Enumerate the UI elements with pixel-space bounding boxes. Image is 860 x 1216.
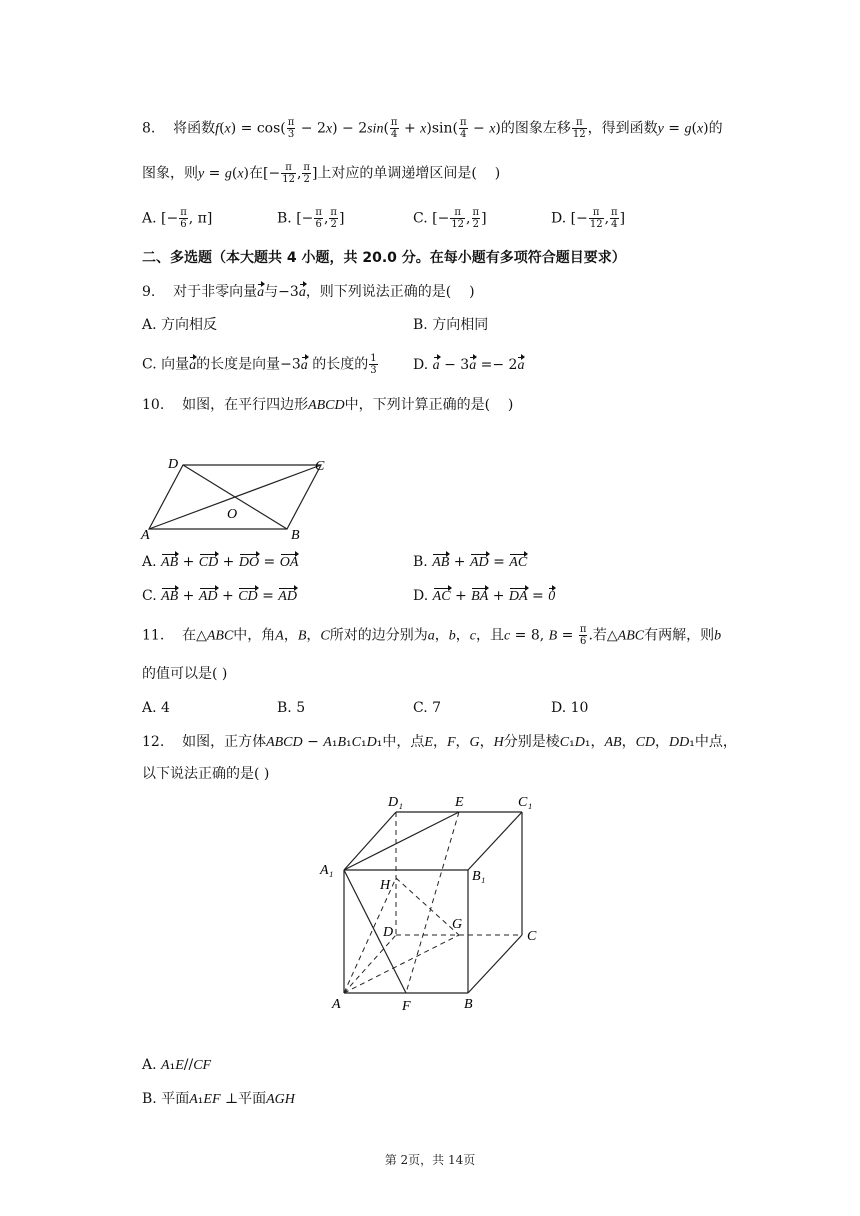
- q10-option-a[interactable]: A. AB + CD + DO = OA: [142, 552, 298, 573]
- q10-option-b[interactable]: B. AB + AD = AC: [413, 552, 527, 573]
- q9-option-c[interactable]: C. 向量a的长度是向量−3a 的长度的 $\frac{1}{3}$: [142, 353, 377, 376]
- q9-option-d[interactable]: D. a − 3a =− 2a: [413, 355, 524, 376]
- label-b: B: [291, 528, 300, 543]
- q11-option-b[interactable]: B. 5: [277, 700, 306, 716]
- q11-option-d[interactable]: D. 10: [551, 700, 589, 716]
- section-multi-choice-title: 二、多选题（本大题共 4 小题，共 20.0 分。在每小题有多项符合题目要求）: [142, 250, 626, 266]
- q8-stem-line2: 图象，则y = g(x)在[− $\frac{\pi}{12}$ , $\frac{\pi}{2}$ ]上对应的单调递增区间是( ): [142, 162, 501, 185]
- q8-option-c[interactable]: C. [− $\frac{\pi}{12}$ , $\frac{\pi}{2}$ ]: [413, 207, 487, 230]
- label-a: A: [332, 997, 341, 1012]
- label-g: G: [452, 917, 463, 932]
- label-c: C: [527, 929, 537, 944]
- q11-stem-line2: 的值可以是( ): [142, 666, 228, 682]
- label-e: E: [455, 795, 464, 810]
- q9-stem: 9. 对于非零向量a与−3a，则下列说法正确的是( ): [142, 282, 475, 303]
- q11-option-c[interactable]: C. 7: [413, 700, 442, 716]
- q8-number: 8.: [142, 120, 156, 137]
- label-a: A: [141, 528, 150, 543]
- label-o: O: [227, 507, 238, 522]
- q8-option-b[interactable]: B. [− $\frac{\pi}{6}$ , $\frac{\pi}{2}$ ]: [277, 207, 345, 230]
- q11-option-a[interactable]: A. 4: [142, 700, 170, 716]
- q10-stem: 10. 如图，在平行四边形ABCD中，下列计算正确的是( ): [142, 397, 514, 413]
- q12-option-a[interactable]: A. A₁E//CF: [142, 1057, 212, 1073]
- page-footer: 第 2页，共 14页: [384, 1153, 476, 1167]
- label-a1: A₁: [320, 863, 334, 878]
- q12-option-b[interactable]: B. 平面A₁EF ⊥平面AGH: [142, 1091, 295, 1107]
- q9-option-a[interactable]: A. 方向相反: [142, 317, 218, 333]
- label-h: H: [380, 878, 391, 893]
- label-b: B: [464, 997, 473, 1012]
- q11-stem-line1: 11. 在△ABC中，角A，B，C所对的边分别为a，b，c，且c = 8, B = $\frac{\pi}{6}$ .若△ABC有两解，则b: [142, 624, 722, 647]
- label-d1: D₁: [388, 795, 403, 810]
- q8-stem-line1: 8. 将函数f(x) = cos( $\frac{\pi}{3}$ − 2x) − 2sin( $\frac{\pi}{4}$ + x)sin( $\frac{\pi}{4}$ − x)的图象左移 $\frac{\pi}{12}$ ，得到函数y = g(x)的: [142, 117, 723, 140]
- parallelogram-figure: [136, 452, 336, 544]
- cube-figure: [310, 788, 550, 1018]
- label-d: D: [168, 457, 179, 472]
- label-c: C: [315, 459, 325, 474]
- q10-option-c[interactable]: C. AB + AD + CD = AD: [142, 586, 297, 607]
- q12-stem-line1: 12. 如图，正方体ABCD − A₁B₁C₁D₁中，点E，F，G，H分别是棱C₁D₁，AB，CD，DD₁中点，: [142, 734, 737, 750]
- label-b1: B₁: [472, 869, 486, 884]
- label-d: D: [383, 925, 394, 940]
- q8-option-d[interactable]: D. [− $\frac{\pi}{12}$ , $\frac{\pi}{4}$ ]: [551, 207, 626, 230]
- label-f: F: [402, 999, 411, 1014]
- q12-stem-line2: 以下说法正确的是( ): [142, 766, 270, 782]
- q10-option-d[interactable]: D. AC + BA + DA = 0: [413, 586, 555, 607]
- q8-option-a[interactable]: A. [− $\frac{\pi}{6}$ , π]: [142, 207, 213, 230]
- label-c1: C₁: [518, 795, 533, 810]
- q9-option-b[interactable]: B. 方向相同: [413, 317, 489, 333]
